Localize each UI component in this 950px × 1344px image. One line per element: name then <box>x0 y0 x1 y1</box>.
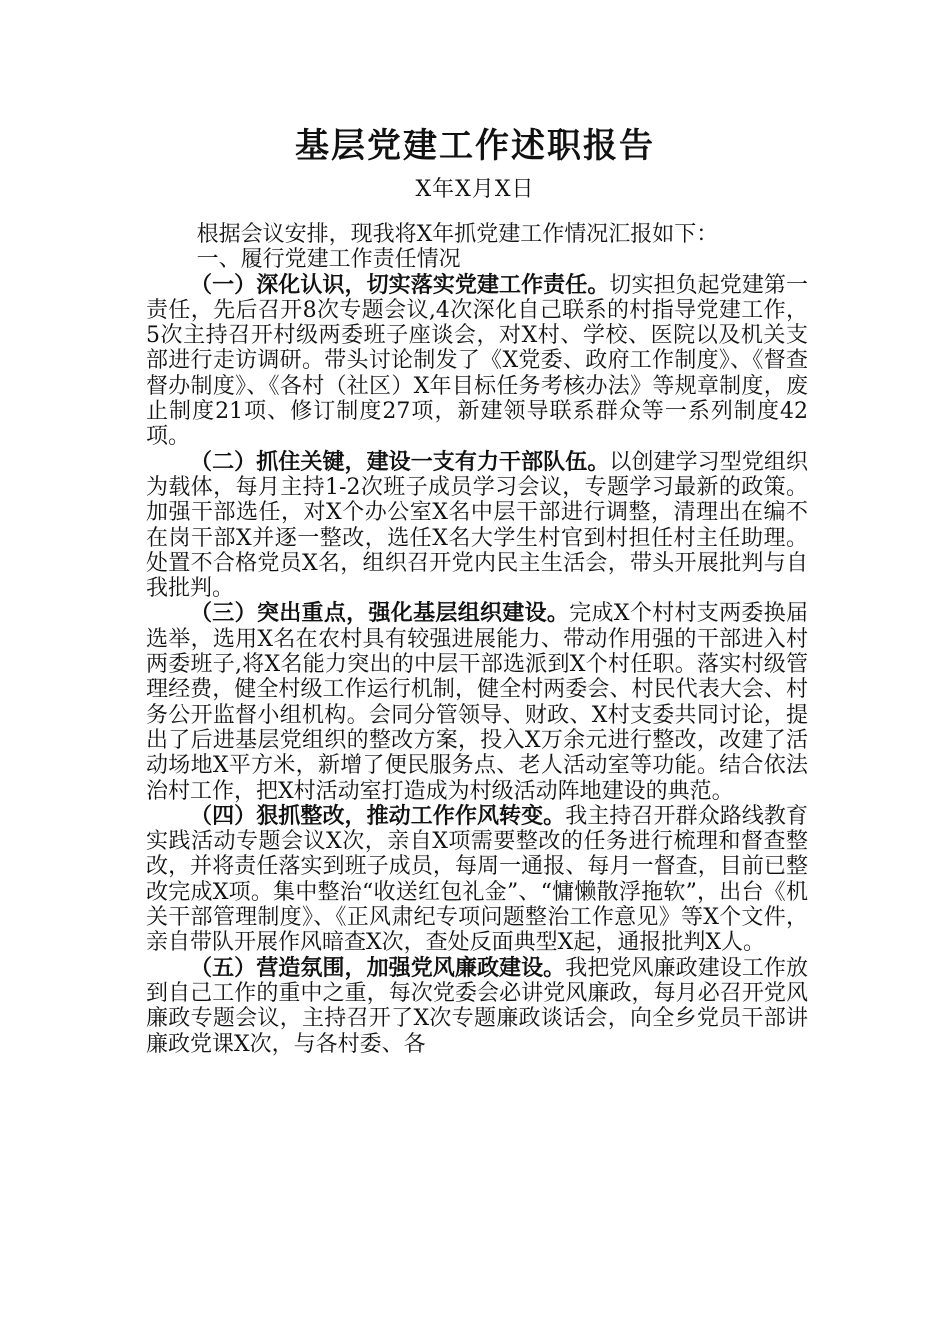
paragraph-2-text: 以创建学习型党组织为载体，每月主持1-2次班子成员学习会议，专题学习最新的政策。加强干部选任，对X个办公室X名中层干部进行调整，清理出在编不在岗干部X并逐一整改，选任X名大学生村官到村担任村主任助理。处置不合格党员X名，组织召开党内民主生活会，带头开展批判与自我批判。 <box>146 449 808 602</box>
paragraph-1 <box>146 273 808 450</box>
document-date: X年X月X日 <box>415 177 535 202</box>
paragraph-4-lead: （四）狠抓整改，推动工作作风转变。 <box>190 802 566 829</box>
paragraph-5-lead: （五）营造氛围，加强党风廉政建设。 <box>190 954 566 981</box>
paragraph-3 <box>146 601 808 803</box>
intro-paragraph: 根据会议安排，现我将X年抓党建工作情况汇报如下： <box>196 222 719 247</box>
paragraph-4 <box>146 804 808 956</box>
document-body <box>146 222 808 1057</box>
paragraph-5-text: 我把党风廉政建设工作放到自己工作的重中之重，每次党委会必讲党风廉政，每月必召开党风廉政专题会议，主持召开了X次专题廉政谈话会，向全乡党员干部讲廉政党课X次，与各村委、各 <box>146 955 808 1057</box>
document-title: 基层党建工作述职报告 <box>295 126 655 166</box>
paragraph-1-text: 切实担负起党建第一责任，先后召开8次专题会议,4次深化自己联系的村指导党建工作， 5次主持召开村级两委班子座谈会，对X村、学校、医院以及机关支部进行走访调研。带头讨论制发了《X党委、政府工作制度》、《督查督办制度》、《各村（社区）X年目标任务考核办法》等规章制度，废止制度21项、修订制度27项，新建领导联系群众等一系列制度42项。 <box>146 272 808 450</box>
paragraph-1-lead: （一）深化认识，切实落实党建工作责任。 <box>190 271 610 298</box>
paragraph-5 <box>146 956 808 1057</box>
paragraph-4-text: 我主持召开群众路线教育实践活动专题会议X次，亲自X项需要整改的任务进行梳理和督查整改，并将责任落实到班子成员，每周一通报、每月一督查，目前已整改完成X项。集中整治“收送红包礼金”、“慵懒散浮拖软”，出台《机关干部管理制度》、《正风肃纪专项问题整治工作意见》等X个文件，亲自带队开展作风暗查X次，查处反面典型X起，通报批判X人。 <box>146 803 808 956</box>
paragraph-3-text: 完成X个村村支两委换届选举，选用X名在农村具有较强进展能力、带动作用强的干部进入村两委班子,将X名能力突出的中层干部选派到X个村任职。落实村级管理经费，健全村级工作运行机制，健全村两委会、村民代表大会、村务公开监督小组机构。会同分管领导、财政、X村支委共同讨论，提出了后进基层党组织的整改方案，投入X万余元进行整改，改建了活动场地X平方米，新增了便民服务点、老人活动室等功能。结合依法治村工作，把X村活动室打造成为村级活动阵地建设的典范。 <box>146 601 808 804</box>
paragraph-3-lead: （三）突出重点，强化基层组织建设。 <box>190 600 570 627</box>
section-heading: 一、履行党建工作责任情况 <box>196 247 461 273</box>
paragraph-2 <box>146 450 808 602</box>
paragraph-2-lead: （二）抓住关键，建设一支有力干部队伍。 <box>190 448 610 475</box>
